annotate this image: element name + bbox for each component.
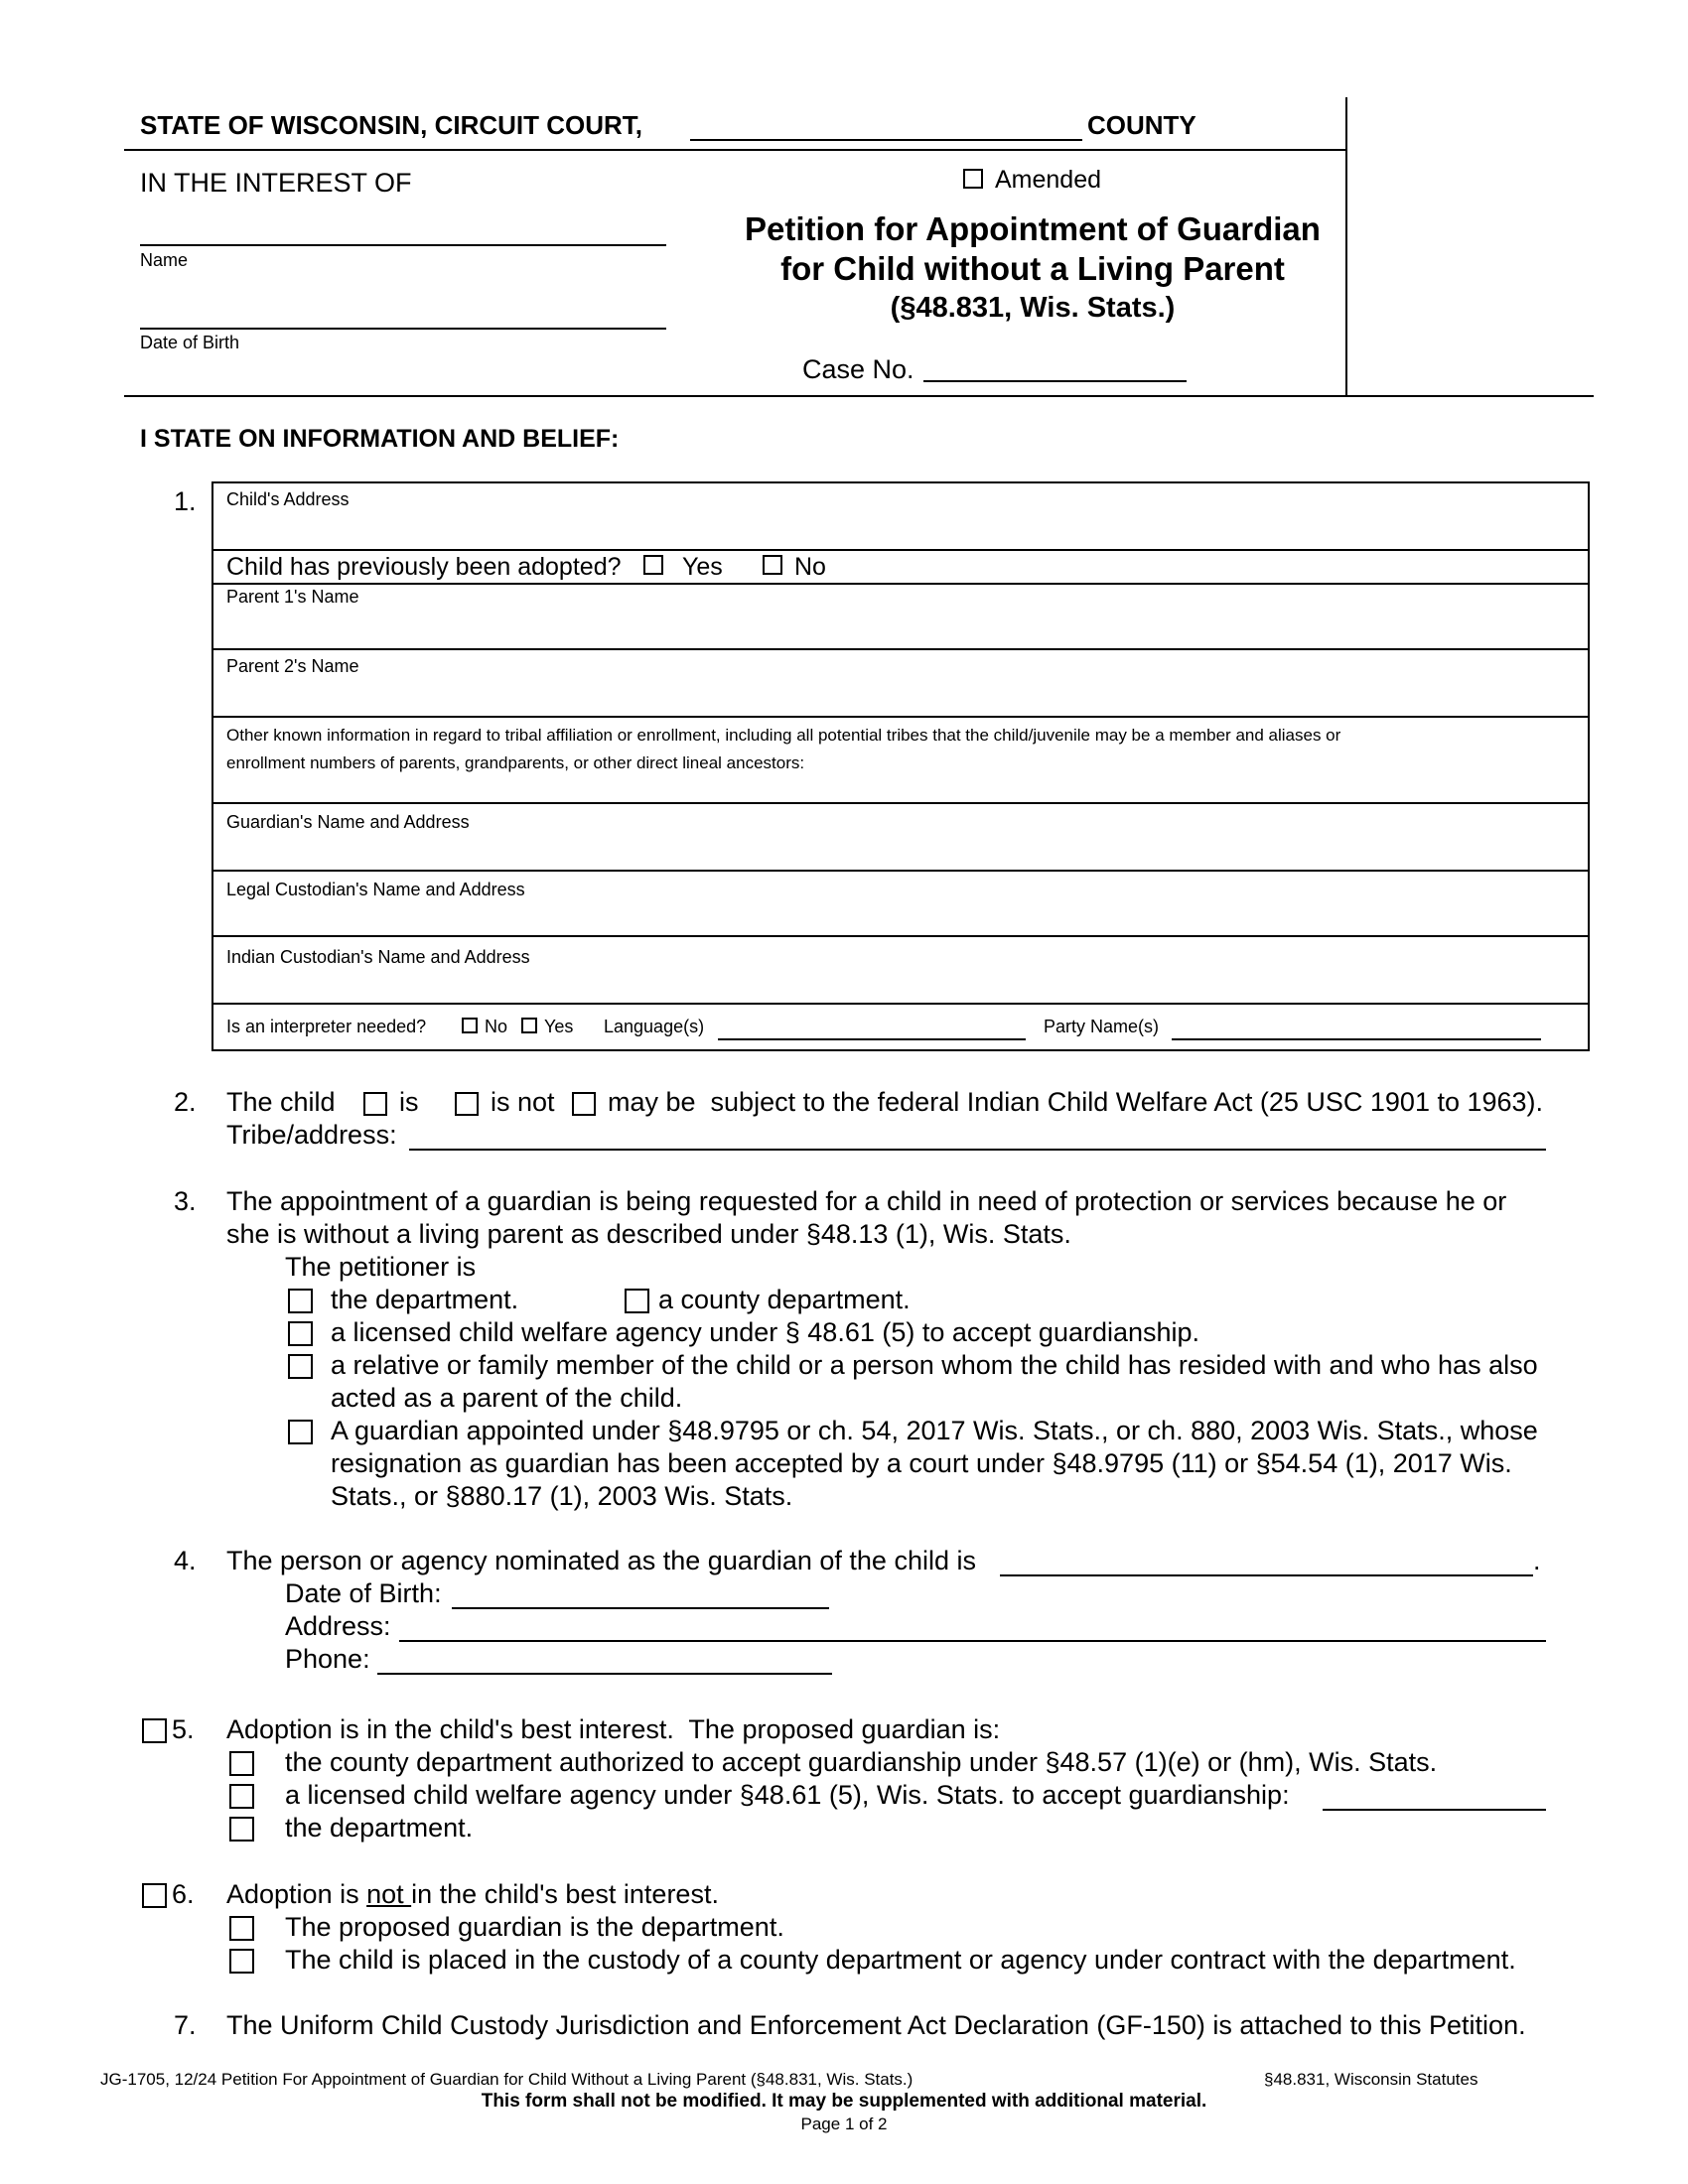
tribal-info-row[interactable] [211, 716, 1588, 804]
legal-custodian-row[interactable] [211, 870, 1588, 937]
petitioner-prior-guardian-line2: resignation as guardian has been accepted by a court under §48.9795 (11) or §54.54 (1), 2017 Wis. [331, 1448, 1512, 1478]
item7-line: The Uniform Child Custody Jurisdiction and Enforcement Act Declaration (GF-150) is attached to this Petition. [226, 2010, 1526, 2040]
name-label: Name [140, 250, 189, 270]
item6-line [226, 1879, 719, 1910]
amended-label: Amended [995, 166, 1102, 194]
item5-department-label: the department. [285, 1813, 474, 1843]
item5-licensed-agency-label: a licensed child welfare agency under §48.61 (5), Wis. Stats. to accept guardianship: [285, 1780, 1290, 1810]
guardian-row[interactable] [211, 802, 1588, 872]
dob-label: Date of Birth [140, 333, 240, 352]
nominated-guardian-label: The person or agency nominated as the guardian of the child is [226, 1546, 976, 1575]
form-title-line1: Petition for Appointment of Guardian [745, 210, 1321, 247]
petitioner-is-label: The petitioner is [285, 1252, 477, 1282]
guardian-label: Guardian's Name and Address [226, 812, 470, 832]
footer-page-number: Page 1 of 2 [800, 2115, 888, 2133]
header-rule-bottom [124, 395, 1594, 397]
state-heading: I STATE ON INFORMATION AND BELIEF: [140, 425, 620, 453]
item4-number: 4. [174, 1546, 197, 1575]
county-label: COUNTY [1087, 110, 1196, 140]
interpreter-yes-label: Yes [544, 1017, 574, 1036]
indian-custodian-label: Indian Custodian's Name and Address [226, 947, 530, 967]
form-title-line2: for Child without a Living Parent [780, 250, 1285, 287]
icwa-is-not-label: is not [491, 1087, 555, 1117]
item2-the-child: The child [226, 1087, 336, 1117]
item5-department-checkbox[interactable] [229, 1817, 254, 1842]
item5-number: 5. [172, 1714, 195, 1744]
nominee-dob-blank[interactable] [452, 1607, 829, 1609]
item3-line1: The appointment of a guardian is being requested for a child in need of protection or services because he or [226, 1186, 1507, 1216]
adopted-question: Child has previously been adopted? [226, 553, 622, 581]
adopted-yes-label: Yes [682, 553, 723, 581]
county-blank[interactable] [690, 139, 1082, 141]
item6-line-post: in the child's best interest. [411, 1879, 719, 1909]
item6-checkbox[interactable] [142, 1883, 167, 1908]
item5-county-checkbox[interactable] [229, 1751, 254, 1776]
icwa-is-label: is [399, 1087, 419, 1117]
interpreter-row [211, 1003, 1588, 1049]
case-no-label: Case No. [802, 354, 914, 384]
case-no-blank[interactable] [923, 380, 1187, 382]
adopted-no-label: No [794, 553, 826, 581]
language-label: Language(s) [604, 1017, 705, 1036]
adopted-yes-checkbox[interactable] [643, 555, 663, 575]
party-name-blank[interactable] [1172, 1038, 1541, 1040]
item1-number: 1. [174, 486, 197, 516]
tribal-info-line2: enrollment numbers of parents, grandparents, or other direct lineal ancestors: [226, 753, 805, 772]
interpreter-question: Is an interpreter needed? [226, 1017, 427, 1036]
icwa-may-be-checkbox[interactable] [572, 1092, 596, 1116]
petitioner-licensed-agency-checkbox[interactable] [288, 1321, 313, 1346]
item6-line-pre: Adoption is [226, 1879, 367, 1909]
item6-county-custody-checkbox[interactable] [229, 1949, 254, 1974]
petitioner-relative-checkbox[interactable] [288, 1354, 313, 1379]
petitioner-prior-guardian-checkbox[interactable] [288, 1420, 313, 1444]
legal-custodian-label: Legal Custodian's Name and Address [226, 880, 525, 899]
item6-line-not: not [366, 1879, 412, 1909]
item3-number: 3. [174, 1186, 197, 1216]
tribe-address-blank[interactable] [409, 1149, 1546, 1151]
court-caption: STATE OF WISCONSIN, CIRCUIT COURT, [140, 110, 643, 140]
nominee-phone-blank[interactable] [377, 1673, 832, 1675]
form-title-statute: (§48.831, Wis. Stats.) [890, 292, 1176, 324]
child-dob-blank[interactable] [140, 328, 666, 330]
item3-line2: she is without a living parent as described under §48.13 (1), Wis. Stats. [226, 1219, 1071, 1249]
petitioner-prior-guardian-line3: Stats., or §880.17 (1), 2003 Wis. Stats. [331, 1481, 793, 1511]
parent1-label: Parent 1's Name [226, 587, 359, 607]
interpreter-yes-checkbox[interactable] [521, 1018, 537, 1033]
header-rule-top [124, 149, 1347, 151]
language-blank[interactable] [718, 1038, 1026, 1040]
nominated-guardian-period: . [1533, 1546, 1541, 1575]
nominee-phone-label: Phone: [285, 1644, 370, 1674]
footer-form-id: JG-1705, 12/24 Petition For Appointment of Guardian for Child Without a Living Parent (§48.831, Wis. Stats.) [100, 2070, 914, 2089]
nominee-dob-label: Date of Birth: [285, 1578, 442, 1608]
item2-number: 2. [174, 1087, 197, 1117]
item5-licensed-agency-blank[interactable] [1323, 1809, 1546, 1811]
indian-custodian-row[interactable] [211, 935, 1588, 1005]
item5-checkbox[interactable] [142, 1718, 167, 1743]
tribe-address-label: Tribe/address: [226, 1120, 397, 1150]
amended-checkbox[interactable] [963, 169, 983, 189]
footer-statute: §48.831, Wisconsin Statutes [1264, 2070, 1478, 2089]
nominee-address-label: Address: [285, 1611, 391, 1641]
petitioner-department-label: the department. [331, 1285, 519, 1314]
item5-line: Adoption is in the child's best interest. The proposed guardian is: [226, 1714, 1001, 1744]
petitioner-relative-line2: acted as a parent of the child. [331, 1383, 683, 1413]
footer-notice: This form shall not be modified. It may be supplemented with additional material. [481, 2091, 1207, 2112]
parent1-row[interactable] [211, 583, 1588, 650]
adopted-row [211, 549, 1588, 585]
interpreter-no-label: No [485, 1017, 508, 1036]
item5-county-label: the county department authorized to accept guardianship under §48.57 (1)(e) or (hm), Wis. Stats. [285, 1747, 1438, 1777]
child-name-blank[interactable] [140, 244, 666, 246]
party-name-label: Party Name(s) [1044, 1017, 1160, 1036]
parent2-label: Parent 2's Name [226, 656, 359, 676]
item6-department-checkbox[interactable] [229, 1916, 254, 1941]
tribal-info-line1: Other known information in regard to tribal affiliation or enrollment, including all potential tribes that the child/juvenile may be a member and aliases or [226, 726, 1341, 745]
petitioner-licensed-agency-label: a licensed child welfare agency under § 48.61 (5) to accept guardianship. [331, 1317, 1200, 1347]
icwa-may-be-label: may be subject to the federal Indian Child Welfare Act (25 USC 1901 to 1963). [608, 1087, 1544, 1117]
nominee-address-blank[interactable] [399, 1640, 1546, 1642]
in-interest-label: IN THE INTEREST OF [140, 168, 412, 198]
petitioner-county-label: a county department. [658, 1285, 911, 1314]
petitioner-department-checkbox[interactable] [288, 1289, 313, 1313]
item6-department-label: The proposed guardian is the department. [285, 1912, 784, 1942]
petitioner-prior-guardian-line1: A guardian appointed under §48.9795 or ch. 54, 2017 Wis. Stats., or ch. 880, 2003 Wis. Stats., whose [331, 1416, 1538, 1445]
icwa-is-checkbox[interactable] [363, 1092, 387, 1116]
interpreter-no-checkbox[interactable] [462, 1018, 478, 1033]
childs-address-row[interactable] [211, 481, 1588, 551]
item5-licensed-agency-checkbox[interactable] [229, 1784, 254, 1809]
adopted-no-checkbox[interactable] [763, 555, 782, 575]
petitioner-county-checkbox[interactable] [625, 1289, 649, 1313]
item7-number: 7. [174, 2010, 197, 2040]
item6-county-custody-label: The child is placed in the custody of a county department or agency under contract with the department. [285, 1945, 1516, 1975]
petitioner-relative-line1: a relative or family member of the child or a person whom the child has resided with and who has also [331, 1350, 1538, 1380]
nominated-guardian-blank[interactable] [1000, 1574, 1533, 1576]
item6-number: 6. [172, 1879, 195, 1909]
icwa-is-not-checkbox[interactable] [455, 1092, 479, 1116]
childs-address-label: Child's Address [226, 489, 350, 509]
parent2-row[interactable] [211, 648, 1588, 718]
